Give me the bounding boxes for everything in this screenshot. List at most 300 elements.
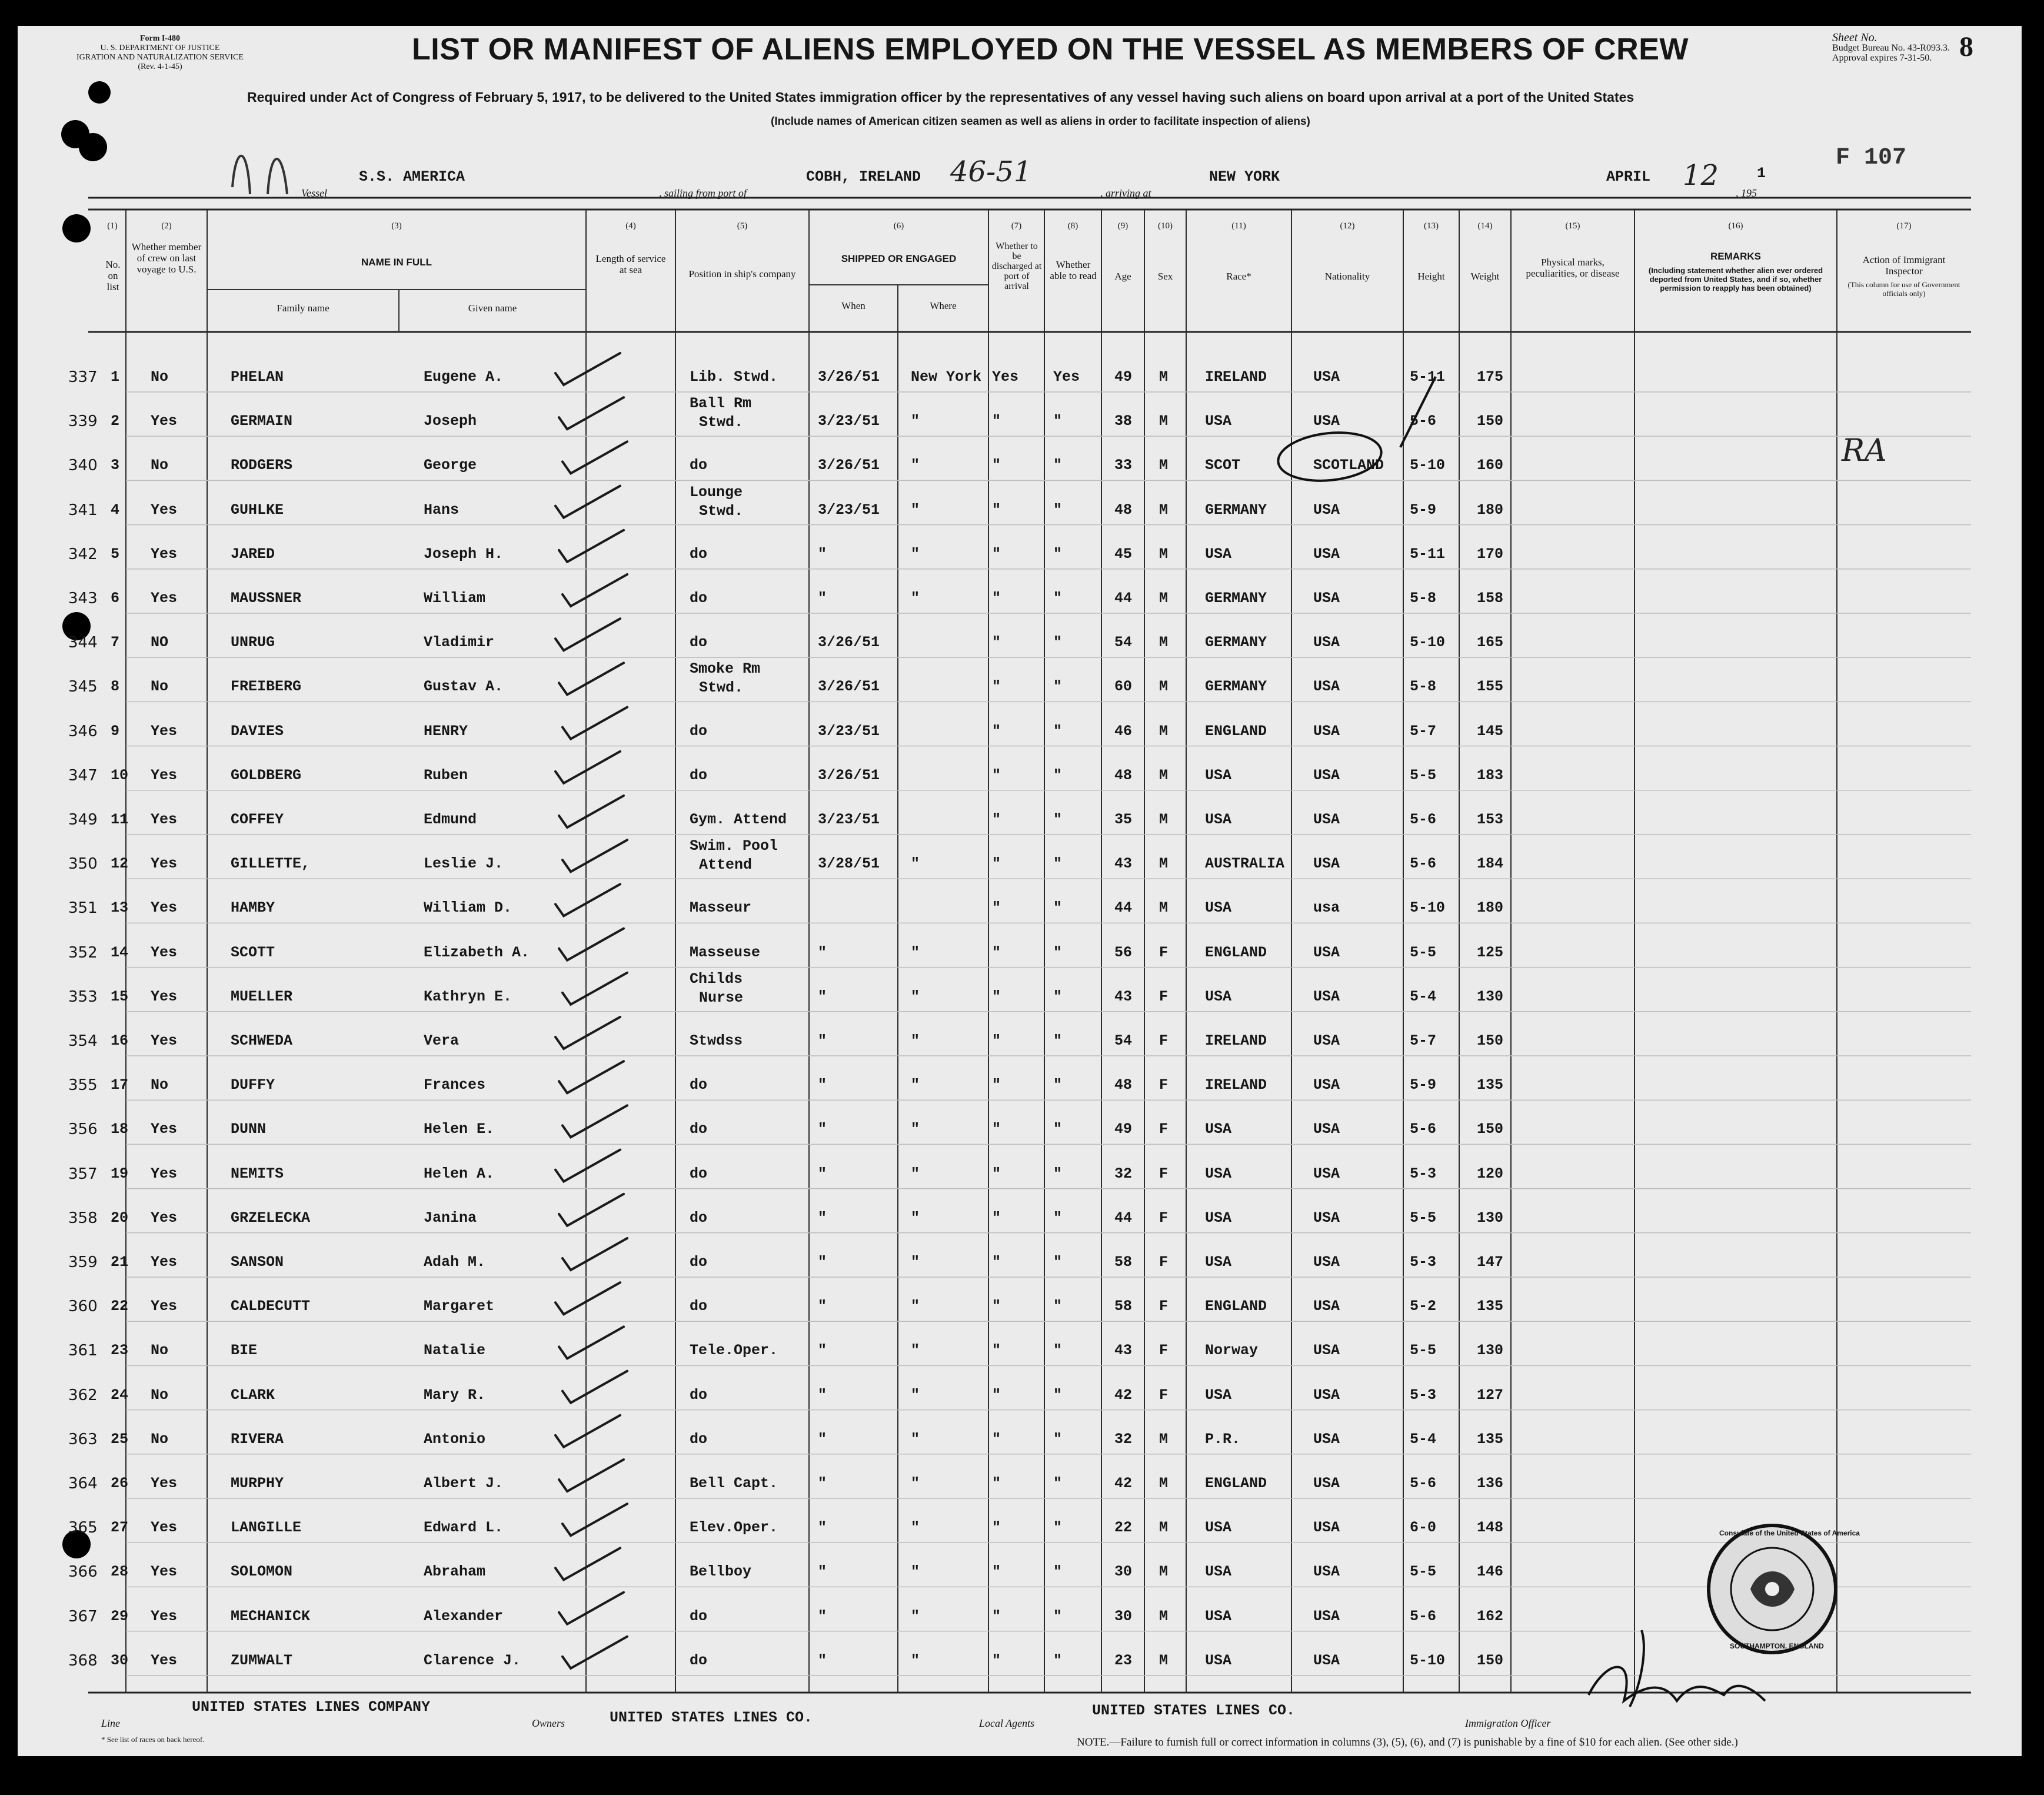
sex: M	[1159, 368, 1169, 385]
row-number: 14	[111, 943, 129, 961]
col-1-number: (1)	[107, 221, 118, 231]
weight: 130	[1477, 1209, 1504, 1226]
discharged-at-arrival: "	[992, 1209, 1001, 1226]
shipped-when: "	[818, 1342, 827, 1359]
race: USA	[1205, 988, 1232, 1005]
height: 5-10	[1410, 634, 1446, 651]
discharged-at-arrival: Yes	[992, 368, 1019, 385]
shipped-when: "	[818, 1209, 827, 1226]
position: do	[690, 1254, 708, 1271]
shipped-when: "	[818, 1430, 827, 1448]
discharged-at-arrival: "	[992, 501, 1001, 518]
sex: M	[1159, 722, 1169, 740]
sex: M	[1159, 1475, 1169, 1492]
given-name: Natalie	[424, 1342, 486, 1359]
discharged-at-arrival: "	[992, 678, 1001, 696]
given-name: Helen E.	[424, 1121, 495, 1138]
nationality: USA	[1313, 1607, 1340, 1625]
sex: M	[1159, 545, 1169, 563]
crew-last-voyage: Yes	[151, 545, 178, 563]
nationality: USA	[1313, 1298, 1340, 1315]
check-mark	[562, 973, 627, 1005]
given-name: Leslie J.	[424, 855, 504, 873]
col-13-number: (13)	[1424, 221, 1439, 231]
discharged-at-arrival: "	[992, 943, 1001, 961]
department: U. S. DEPARTMENT OF JUSTICE	[100, 44, 220, 52]
sheet-number: 8	[1959, 31, 1973, 62]
col-6-label: SHIPPED OR ENGAGED	[841, 253, 957, 264]
shipped-where: "	[911, 1342, 920, 1359]
sex: M	[1159, 1651, 1169, 1669]
discharged-at-arrival: "	[992, 722, 1001, 740]
sex: M	[1159, 899, 1169, 917]
race: USA	[1205, 1607, 1232, 1625]
discharged-at-arrival: "	[992, 988, 1001, 1005]
family-name: UNRUG	[231, 634, 275, 651]
height: 5-9	[1410, 501, 1437, 518]
col-17-sublabel: (This column for use of Government officials only)	[1847, 280, 1960, 298]
nationality: USA	[1313, 1342, 1340, 1359]
nationality: USA	[1313, 943, 1340, 961]
arrival-day: 12	[1683, 159, 1719, 192]
shipped-when: "	[818, 1254, 827, 1271]
race: Norway	[1205, 1342, 1259, 1359]
col-10-label: Sex	[1157, 271, 1173, 282]
weight: 153	[1477, 811, 1504, 828]
race: AUSTRALIA	[1205, 855, 1285, 873]
row-number: 24	[111, 1386, 129, 1404]
nationality: USA	[1313, 1651, 1340, 1669]
service: IGRATION AND NATURALIZATION SERVICE	[76, 53, 244, 62]
weight: 148	[1477, 1519, 1504, 1537]
sex: M	[1159, 811, 1169, 828]
nationality: USA	[1313, 1032, 1340, 1049]
crew-last-voyage: Yes	[151, 590, 178, 607]
shipped-where: "	[911, 1254, 920, 1271]
shipped-when: "	[818, 988, 827, 1005]
col-5-number: (5)	[737, 221, 748, 231]
height: 5-3	[1410, 1386, 1437, 1404]
sailing-label: , sailing from port of	[659, 187, 747, 199]
position: do	[690, 545, 708, 563]
discharged-at-arrival: "	[992, 1607, 1001, 1625]
agents-label: Local Agents	[979, 1717, 1035, 1729]
able-to-read: "	[1053, 634, 1063, 651]
col-16-number: (16)	[1728, 221, 1743, 231]
nationality: USA	[1313, 811, 1340, 828]
crew-last-voyage: Yes	[151, 501, 178, 518]
shipped-where: "	[911, 1607, 920, 1625]
given-name: Mary R.	[424, 1386, 486, 1404]
family-name: MAUSSNER	[231, 590, 302, 607]
nationality: USA	[1313, 634, 1340, 651]
row-number: 25	[111, 1430, 129, 1448]
family-name: SCOTT	[231, 943, 275, 961]
budget-bureau: Budget Bureau No. 43-R093.3.	[1832, 43, 1950, 53]
check-mark	[562, 1637, 627, 1668]
race: USA	[1205, 899, 1232, 917]
sex: M	[1159, 413, 1169, 430]
discharged-at-arrival: "	[992, 634, 1001, 651]
able-to-read: "	[1053, 501, 1063, 518]
position: Swim. Pool	[690, 837, 778, 855]
col-2-label: Whether member of crew on last voyage to U.S.	[131, 241, 202, 275]
row-number: 13	[111, 899, 129, 917]
inspector-initials: RA	[1842, 433, 1887, 468]
arriving-label: , arriving at	[1100, 187, 1151, 199]
position: Tele.Oper.	[690, 1342, 778, 1359]
weight: 162	[1477, 1607, 1504, 1625]
list-ref: 357	[68, 1165, 98, 1183]
position: Elev.Oper.	[690, 1519, 778, 1537]
check-mark	[559, 530, 624, 562]
height: 5-10	[1410, 457, 1446, 474]
age: 46	[1114, 722, 1133, 740]
race: USA	[1205, 1121, 1232, 1138]
crew-last-voyage: Yes	[151, 1298, 178, 1315]
shipped-where: "	[911, 1209, 920, 1226]
given-name: Vera	[424, 1032, 460, 1049]
weight: 184	[1477, 855, 1504, 873]
check-mark	[559, 397, 624, 429]
row-number: 12	[111, 855, 129, 873]
age: 56	[1114, 943, 1133, 961]
height: 5-2	[1410, 1298, 1437, 1315]
row-number: 18	[111, 1121, 129, 1138]
able-to-read: "	[1053, 899, 1063, 917]
col-7-label: Whether to be discharged at port of arrival	[991, 241, 1042, 291]
discharged-at-arrival: "	[992, 1386, 1001, 1404]
age: 43	[1114, 988, 1133, 1005]
check-mark	[559, 1460, 624, 1491]
family-name: SOLOMON	[231, 1563, 293, 1581]
crew-last-voyage: Yes	[151, 899, 178, 917]
family-name: JARED	[231, 545, 275, 563]
discharged-at-arrival: "	[992, 1651, 1001, 1669]
height: 5-10	[1410, 899, 1446, 917]
col-9-label: Age	[1114, 271, 1131, 282]
shipped-where: "	[911, 1121, 920, 1138]
crew-last-voyage: Yes	[151, 766, 178, 784]
nationality: USA	[1313, 855, 1340, 873]
given-name: William D.	[424, 899, 512, 917]
shipped-where: "	[911, 1651, 920, 1669]
list-ref: 346	[68, 722, 98, 740]
given-name: Helen A.	[424, 1165, 495, 1182]
crew-last-voyage: Yes	[151, 811, 178, 828]
shipped-when: 3/26/51	[818, 766, 880, 784]
race: USA	[1205, 1563, 1232, 1581]
port-to: NEW YORK	[1209, 168, 1280, 185]
able-to-read: "	[1053, 1386, 1063, 1404]
sex: M	[1159, 1563, 1169, 1581]
shipped-when: "	[818, 1563, 827, 1581]
height: 5-5	[1410, 943, 1437, 961]
nationality: SCOTLAND	[1313, 457, 1384, 474]
row-number: 29	[111, 1607, 129, 1625]
sex: M	[1159, 855, 1169, 873]
sex: M	[1159, 501, 1169, 518]
able-to-read: "	[1053, 1209, 1063, 1226]
age: 54	[1114, 634, 1133, 651]
weight: 145	[1477, 722, 1504, 740]
family-name: RODGERS	[231, 457, 293, 474]
able-to-read: "	[1053, 678, 1063, 696]
nationality: USA	[1313, 1254, 1340, 1271]
weight: 127	[1477, 1386, 1504, 1404]
position: do	[690, 1121, 708, 1138]
list-ref: 358	[68, 1209, 98, 1227]
shipped-when: "	[818, 1076, 827, 1094]
able-to-read: "	[1053, 1651, 1063, 1669]
height: 5-5	[1410, 1563, 1437, 1581]
weight: 175	[1477, 368, 1504, 385]
col-3-given-label: Given name	[468, 303, 517, 314]
age: 45	[1114, 545, 1133, 563]
check-mark	[562, 574, 627, 606]
position: do	[690, 590, 708, 607]
shipped-when: "	[818, 545, 827, 563]
col-1-label: No. on list	[105, 259, 121, 292]
height: 5-5	[1410, 1209, 1437, 1226]
weight: 180	[1477, 501, 1504, 518]
age: 43	[1114, 1342, 1133, 1359]
nationality: USA	[1313, 1563, 1340, 1581]
discharged-at-arrival: "	[992, 1430, 1001, 1448]
shipped-where: "	[911, 1076, 920, 1094]
row-number: 19	[111, 1165, 129, 1182]
nationality: USA	[1313, 1209, 1340, 1226]
officer-label: Immigration Officer	[1465, 1717, 1551, 1729]
discharged-at-arrival: "	[992, 1563, 1001, 1581]
page-title: LIST OR MANIFEST OF ALIENS EMPLOYED ON THE VESSEL AS MEMBERS OF CREW	[412, 32, 1689, 67]
position: Smoke Rm	[690, 660, 761, 678]
sex: M	[1159, 1430, 1169, 1448]
age: 38	[1114, 413, 1133, 430]
row-number: 22	[111, 1298, 129, 1315]
able-to-read: "	[1053, 1519, 1063, 1537]
position: Bellboy	[690, 1563, 752, 1581]
given-name: Joseph	[424, 413, 477, 430]
able-to-read: "	[1053, 722, 1063, 740]
check-mark	[555, 1282, 620, 1314]
given-name: Margaret	[424, 1298, 495, 1315]
position: do	[690, 766, 708, 784]
sheet-label: Sheet No.	[1832, 31, 1877, 44]
age: 42	[1114, 1386, 1133, 1404]
given-name: Janina	[424, 1209, 477, 1226]
sex: M	[1159, 590, 1169, 607]
col-15-number: (15)	[1565, 221, 1580, 231]
height: 5-5	[1410, 766, 1437, 784]
weight: 158	[1477, 590, 1504, 607]
check-mark	[559, 929, 624, 960]
shipped-when: "	[818, 590, 827, 607]
weight: 150	[1477, 413, 1504, 430]
check-mark	[562, 441, 627, 473]
col-6-when-label: When	[841, 300, 865, 311]
crew-last-voyage: Yes	[151, 1121, 178, 1138]
age: 23	[1114, 1651, 1133, 1669]
weight: 150	[1477, 1032, 1504, 1049]
family-name: MURPHY	[231, 1475, 284, 1492]
nationality: USA	[1313, 590, 1340, 607]
list-ref: 354	[68, 1032, 98, 1050]
crew-last-voyage: Yes	[151, 1165, 178, 1182]
height: 5-11	[1410, 545, 1446, 563]
race: IRELAND	[1205, 1076, 1267, 1094]
nationality: USA	[1313, 678, 1340, 696]
crew-last-voyage: Yes	[151, 1563, 178, 1581]
position: Lounge	[690, 483, 743, 501]
shipped-where: "	[911, 1386, 920, 1404]
given-name: Joseph H.	[424, 545, 504, 563]
row-number: 20	[111, 1209, 129, 1226]
discharged-at-arrival: "	[992, 1032, 1001, 1049]
position: Gym. Attend	[690, 811, 787, 828]
crew-last-voyage: Yes	[151, 988, 178, 1005]
position-line2: Stwd.	[699, 414, 744, 431]
weight: 135	[1477, 1076, 1504, 1094]
able-to-read: "	[1053, 855, 1063, 873]
race: P.R.	[1205, 1430, 1241, 1448]
discharged-at-arrival: "	[992, 766, 1001, 784]
height: 5-7	[1410, 1032, 1437, 1049]
family-name: MUELLER	[231, 988, 293, 1005]
crew-last-voyage: Yes	[151, 1475, 178, 1492]
weight: 170	[1477, 545, 1504, 563]
crew-last-voyage: Yes	[151, 413, 178, 430]
weight: 125	[1477, 943, 1504, 961]
position-line2: Nurse	[699, 989, 744, 1006]
col-6-number: (6)	[893, 221, 904, 231]
sex: F	[1159, 1298, 1169, 1315]
position: Childs	[690, 970, 743, 988]
crew-last-voyage: No	[151, 457, 169, 474]
position: do	[690, 457, 708, 474]
position: Bell Capt.	[690, 1475, 778, 1492]
col-16-sublabel: (Including statement whether alien ever ordered deported from United States, and if so, whether permission to reapply has been obtained)	[1648, 266, 1823, 292]
age: 30	[1114, 1563, 1133, 1581]
sex: F	[1159, 1386, 1169, 1404]
height: 5-6	[1410, 1607, 1437, 1625]
list-ref: 363	[68, 1430, 98, 1448]
port-from: COBH, IRELAND	[806, 168, 921, 185]
height: 5-6	[1410, 1475, 1437, 1492]
weight: 160	[1477, 457, 1504, 474]
nationality: USA	[1313, 1386, 1340, 1404]
shipped-when: "	[818, 1651, 827, 1669]
row-number: 15	[111, 988, 129, 1005]
race: ENGLAND	[1205, 1475, 1267, 1492]
position-line2: Stwd.	[699, 502, 744, 520]
row-number: 17	[111, 1076, 129, 1094]
list-ref: 341	[68, 501, 98, 519]
list-ref: 365	[68, 1519, 98, 1537]
shipped-where: "	[911, 501, 920, 518]
age: 35	[1114, 811, 1133, 828]
given-name: Gustav A.	[424, 678, 504, 696]
able-to-read: "	[1053, 1342, 1063, 1359]
height: 5-4	[1410, 1430, 1437, 1448]
weight: 165	[1477, 634, 1504, 651]
shipped-when: 3/26/51	[818, 678, 880, 696]
sex: F	[1159, 943, 1169, 961]
able-to-read: "	[1053, 1076, 1063, 1094]
check-mark	[559, 1593, 624, 1624]
height: 5-5	[1410, 1342, 1437, 1359]
discharged-at-arrival: "	[992, 590, 1001, 607]
list-ref: 337	[68, 368, 98, 386]
form-number: Form I-480	[139, 34, 180, 43]
list-ref: 349	[68, 811, 98, 829]
check-mark	[562, 840, 627, 872]
handwritten-reference: 46-51	[950, 155, 1032, 188]
height: 6-0	[1410, 1519, 1437, 1537]
discharged-at-arrival: "	[992, 1519, 1001, 1537]
family-name: ZUMWALT	[231, 1651, 293, 1669]
crew-last-voyage: Yes	[151, 1607, 178, 1625]
able-to-read: "	[1053, 1032, 1063, 1049]
shipped-when: "	[818, 1519, 827, 1537]
shipped-where: "	[911, 943, 920, 961]
check-mark	[562, 1238, 627, 1270]
family-name: GRZELECKA	[231, 1209, 311, 1226]
race: USA	[1205, 811, 1232, 828]
crew-last-voyage: No	[151, 1430, 169, 1448]
list-ref: 342	[68, 545, 98, 563]
crew-last-voyage: No	[151, 368, 169, 385]
age: 54	[1114, 1032, 1133, 1049]
check-mark	[559, 1194, 624, 1226]
shipped-where: "	[911, 1475, 920, 1492]
nationality: USA	[1313, 1430, 1340, 1448]
col-12-number: (12)	[1340, 221, 1355, 231]
age: 43	[1114, 855, 1133, 873]
discharged-at-arrival: "	[992, 457, 1001, 474]
col-8-number: (8)	[1067, 221, 1078, 231]
nationality: USA	[1313, 1121, 1340, 1138]
weight: 155	[1477, 678, 1504, 696]
col-17-label: Action of Immigrant Inspector	[1862, 254, 1946, 277]
col-6-where-label: Where	[930, 300, 957, 311]
sex: M	[1159, 1607, 1169, 1625]
height: 5-3	[1410, 1254, 1437, 1271]
race: GERMANY	[1205, 501, 1267, 518]
discharged-at-arrival: "	[992, 1342, 1001, 1359]
seal-text-bottom: SOUTHAMPTON, ENGLAND	[1730, 1642, 1824, 1650]
shipped-where: "	[911, 1519, 920, 1537]
crew-last-voyage: Yes	[151, 1651, 178, 1669]
able-to-read: "	[1053, 766, 1063, 784]
sex: F	[1159, 1032, 1169, 1049]
year-prefix: , 195	[1736, 187, 1757, 199]
check-mark	[562, 1105, 627, 1137]
given-name: Vladimir	[424, 634, 495, 651]
race: USA	[1205, 413, 1232, 430]
check-mark	[559, 1061, 624, 1093]
discharged-at-arrival: "	[992, 1165, 1001, 1182]
check-mark	[555, 1548, 620, 1580]
weight: 130	[1477, 988, 1504, 1005]
shipped-when: 3/26/51	[818, 368, 880, 385]
position: do	[690, 1298, 708, 1315]
penalty-note: NOTE.—Failure to furnish full or correct information in columns (3), (5), (6), and (7) is punishable by a fine of $10 for each alien. (See other side.)	[1077, 1736, 1738, 1749]
row-number: 6	[111, 590, 120, 607]
weight: 146	[1477, 1563, 1504, 1581]
col-4-number: (4)	[625, 221, 636, 231]
given-name: Edmund	[424, 811, 477, 828]
